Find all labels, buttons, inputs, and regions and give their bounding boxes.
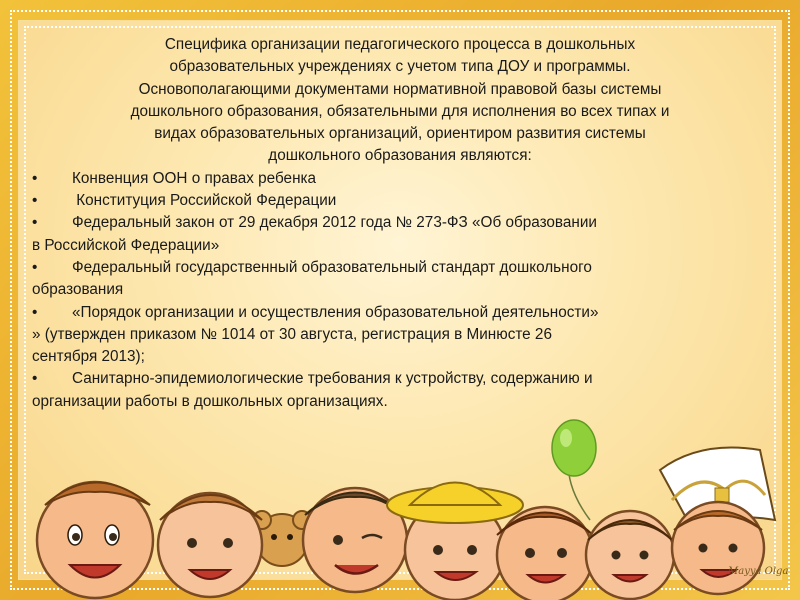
main-text	[26, 34, 774, 413]
intro-line: дошкольного образования, обязательными для исполнения во всех типах и	[130, 102, 670, 120]
document-list-item	[26, 190, 774, 212]
item-line: образования	[32, 281, 124, 299]
bullet: •	[32, 169, 38, 187]
child-face-icon	[497, 507, 593, 600]
document-list-item	[26, 168, 774, 190]
item-line: в Российской Федерации»	[32, 236, 220, 254]
green-balloon-icon	[552, 420, 596, 520]
item-line: Федеральный закон от 29 декабря 2012 года № 273-ФЗ «Об образовании	[72, 214, 597, 232]
intro-line: образовательных учреждениях с учетом типа ДОУ и программы.	[169, 58, 631, 76]
item-line: » (утвержден приказом № 1014 от 30 августа, регистрация в Минюсте 26	[32, 325, 552, 343]
item-line: сентября 2013);	[32, 348, 145, 366]
item-line: Санитарно-эпидемиологические требования к устройству, содержанию и	[72, 370, 593, 388]
document-list-item	[26, 257, 774, 302]
child-face-icon	[586, 511, 674, 599]
item-line: организации работы в дошкольных организациях.	[32, 392, 388, 410]
artist-signature: Mayya Olga	[728, 566, 789, 577]
bullet: •	[32, 258, 38, 276]
bullet: •	[32, 303, 38, 321]
item-line: «Порядок организации и осуществления образовательной деятельности»	[72, 303, 599, 321]
bullet: •	[32, 370, 38, 388]
child-face-icon	[158, 493, 262, 597]
child-face-icon	[37, 482, 153, 598]
document-list-item	[26, 368, 774, 413]
child-face-icon	[672, 502, 764, 594]
document-list-item	[26, 212, 774, 257]
bullet: •	[32, 214, 38, 232]
bullet: •	[32, 192, 38, 210]
intro-line: Специфика организации педагогического процесса в дошкольных	[164, 36, 636, 53]
item-line: Федеральный государственный образовательный стандарт дошкольного	[72, 258, 592, 276]
intro-line: дошкольного образования являются:	[268, 147, 532, 165]
intro-paragraph	[26, 34, 774, 168]
intro-line: Основополагающими документами нормативной правовой базы системы	[138, 80, 662, 98]
item-line: Конвенция ООН о правах ребенка	[72, 169, 317, 187]
intro-line: видах образовательных организаций, ориентиром развития системы	[154, 125, 646, 143]
document-list-item	[26, 302, 774, 369]
item-line: Конституция Российской Федерации	[72, 192, 337, 210]
